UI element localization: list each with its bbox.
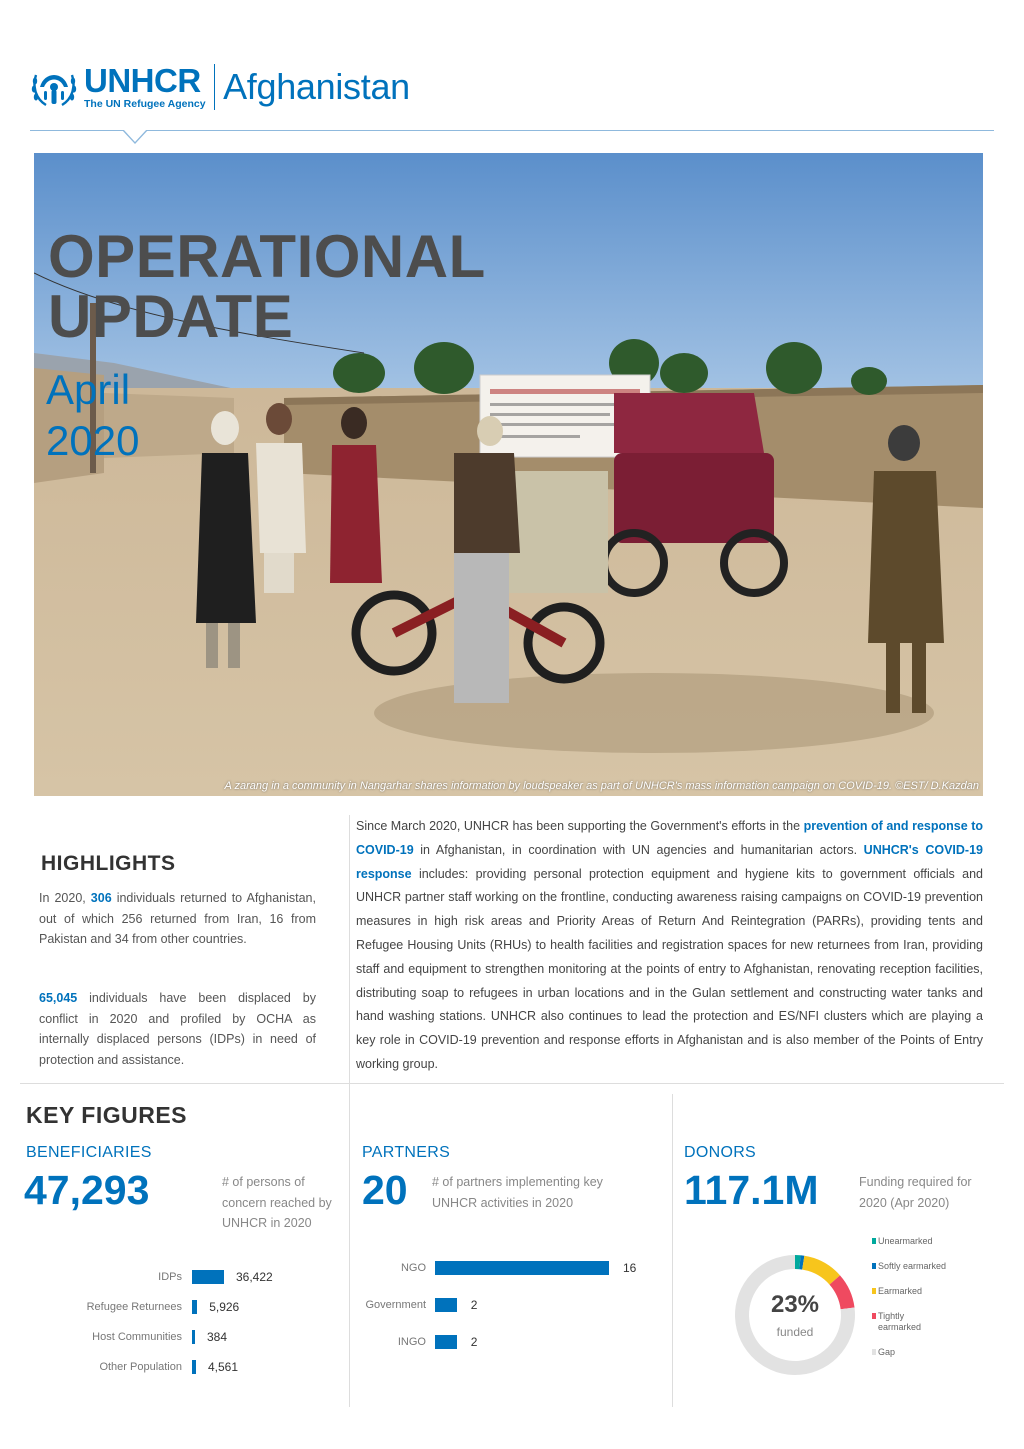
bar-label: IDPs: [158, 1271, 182, 1283]
report-title-line1: OPERATIONAL: [48, 223, 486, 290]
funded-percent: 23%: [770, 1291, 820, 1318]
highlight-displaced-text: individuals have been displaced by conflict in 2020 and profiled by OCHA as internally displaced persons (IDPs) in need of protection and assistance.: [39, 991, 316, 1067]
bar-label: INGO: [397, 1336, 426, 1348]
beneficiaries-label: BENEFICIARIES: [26, 1144, 152, 1161]
legend-swatch: [872, 1313, 876, 1319]
donors-label: DONORS: [684, 1144, 757, 1161]
legend-label: Earmarked: [878, 1286, 923, 1296]
legend-label: Softly earmarked: [878, 1261, 947, 1271]
unhcr-emblem-icon: [30, 65, 78, 109]
bar-value: 16: [623, 1261, 637, 1275]
highlight-returnees: [39, 888, 316, 950]
intro-text-3: includes: providing personal protection equipment and hygiene kits to government officials and UNHCR partner staff working on the frontline, conducting awareness raising campaigns on COVID-19 prevention measures in high risk areas and Priority Areas of Return And Reintegration (PARRs), providing tents and Refugee Housing Units (RHUs) to health facilities and registration spaces for new returnees from Iran, providing staff and equipment to strengthen monitoring at the points of entry to Afghanistan, renovating reception facilities, distributing soap to refugees in urban locations and in the Gulan settlement and constructing water tanks and hand washing stations. UNHCR also continues to lead the protection and ES/NFI clusters which are playing a key role in COVID-19 prevention and response efforts in Afghanistan and is also member of the Points of Entry working group.: [356, 866, 983, 1071]
legend-item: [872, 1286, 948, 1297]
country-title: Afghanistan: [223, 66, 410, 107]
header-notch: [122, 130, 148, 144]
bar-label: Refugee Returnees: [86, 1301, 182, 1313]
bar: [192, 1360, 196, 1374]
bar-label: Government: [365, 1299, 426, 1311]
covid-prevention-link[interactable]: prevention of and response to COVID-19: [356, 819, 984, 857]
bar-label: Other Population: [99, 1361, 182, 1373]
unhcr-logo: [84, 64, 206, 110]
donors-value: 117.1M: [684, 1167, 819, 1213]
legend-label: Gap: [878, 1347, 896, 1357]
beneficiaries-value: 47,293: [24, 1167, 150, 1213]
logo-divider: [214, 64, 216, 110]
legend-label: Unearmarked: [878, 1236, 933, 1246]
bar: [435, 1261, 609, 1275]
donut-slice: [802, 1256, 840, 1285]
legend-item: [872, 1236, 948, 1247]
report-date: [46, 366, 140, 471]
report-title: [48, 223, 486, 350]
column-divider-2: [672, 1094, 673, 1407]
legend-swatch: [872, 1288, 876, 1294]
highlight-returnees-number: 306: [90, 891, 112, 905]
hero-photo: [34, 153, 983, 796]
funding-legend: [872, 1236, 948, 1362]
legend-item: [872, 1261, 948, 1272]
legend-swatch: [872, 1349, 876, 1355]
legend-item: [872, 1311, 948, 1333]
key-figures-heading: KEY FIGURES: [26, 1102, 187, 1128]
highlight-returnees-prefix: In 2020,: [39, 891, 86, 905]
section-divider: [20, 1083, 1004, 1084]
partners-desc: # of partners implementing key UNHCR activities in 2020: [432, 1175, 603, 1210]
partners-value: 20: [362, 1167, 408, 1213]
bar: [435, 1298, 457, 1312]
legend-swatch: [872, 1263, 876, 1269]
donors-desc: Funding required for 2020 (Apr 2020): [859, 1175, 972, 1210]
bar-value: 5,926: [209, 1300, 240, 1314]
highlights-heading: HIGHLIGHTS: [41, 852, 176, 875]
report-year: 2020: [46, 417, 140, 464]
bar-value: 2: [470, 1298, 478, 1312]
partners-label: PARTNERS: [362, 1144, 451, 1161]
bar-label: NGO: [400, 1262, 426, 1274]
funding-donut-chart: [720, 1240, 870, 1390]
intro-paragraph: [356, 815, 983, 1077]
report-title-line2: UPDATE: [48, 283, 294, 350]
logo-tagline: The UN Refugee Agency: [84, 98, 206, 111]
logo-wordmark: UNHCR: [84, 62, 201, 100]
covid-response-link[interactable]: UNHCR's COVID-19 response: [356, 842, 983, 881]
legend-label: Tightly earmarked: [878, 1311, 922, 1332]
bar-value: 36,422: [236, 1270, 273, 1284]
funded-label: funded: [776, 1325, 814, 1339]
highlight-displaced-number: 65,045: [39, 991, 78, 1005]
bar-value: 4,561: [208, 1360, 239, 1374]
legend-item: [872, 1347, 948, 1358]
header: [30, 62, 410, 112]
bar-label: Host Communities: [92, 1331, 182, 1343]
highlight-displaced: [39, 988, 316, 1070]
bar: [435, 1335, 457, 1349]
intro-text-1: Since March 2020, UNHCR has been supporting the Government's efforts in the: [356, 819, 801, 833]
beneficiaries-desc: # of persons of concern reached by UNHCR in 2020: [222, 1175, 332, 1230]
highlight-returnees-text: individuals returned to Afghanistan, out of which 256 returned from Iran, 16 from Pakistan and 34 from other countries.: [39, 891, 316, 946]
photo-caption: A zarang in a community in Nangarhar shares information by loudspeaker as part of UNHCR's mass information campaign on COVID-19. ©EST/ D.Kazdan: [224, 780, 979, 792]
column-divider: [349, 815, 350, 1407]
intro-text-2: in Afghanistan, in coordination with UN agencies and humanitarian actors.: [420, 842, 858, 857]
header-rule: [30, 130, 994, 131]
bar-value: 2: [470, 1335, 478, 1349]
bar-value: 384: [207, 1330, 228, 1344]
legend-swatch: [872, 1238, 876, 1244]
report-month: April: [46, 366, 131, 413]
